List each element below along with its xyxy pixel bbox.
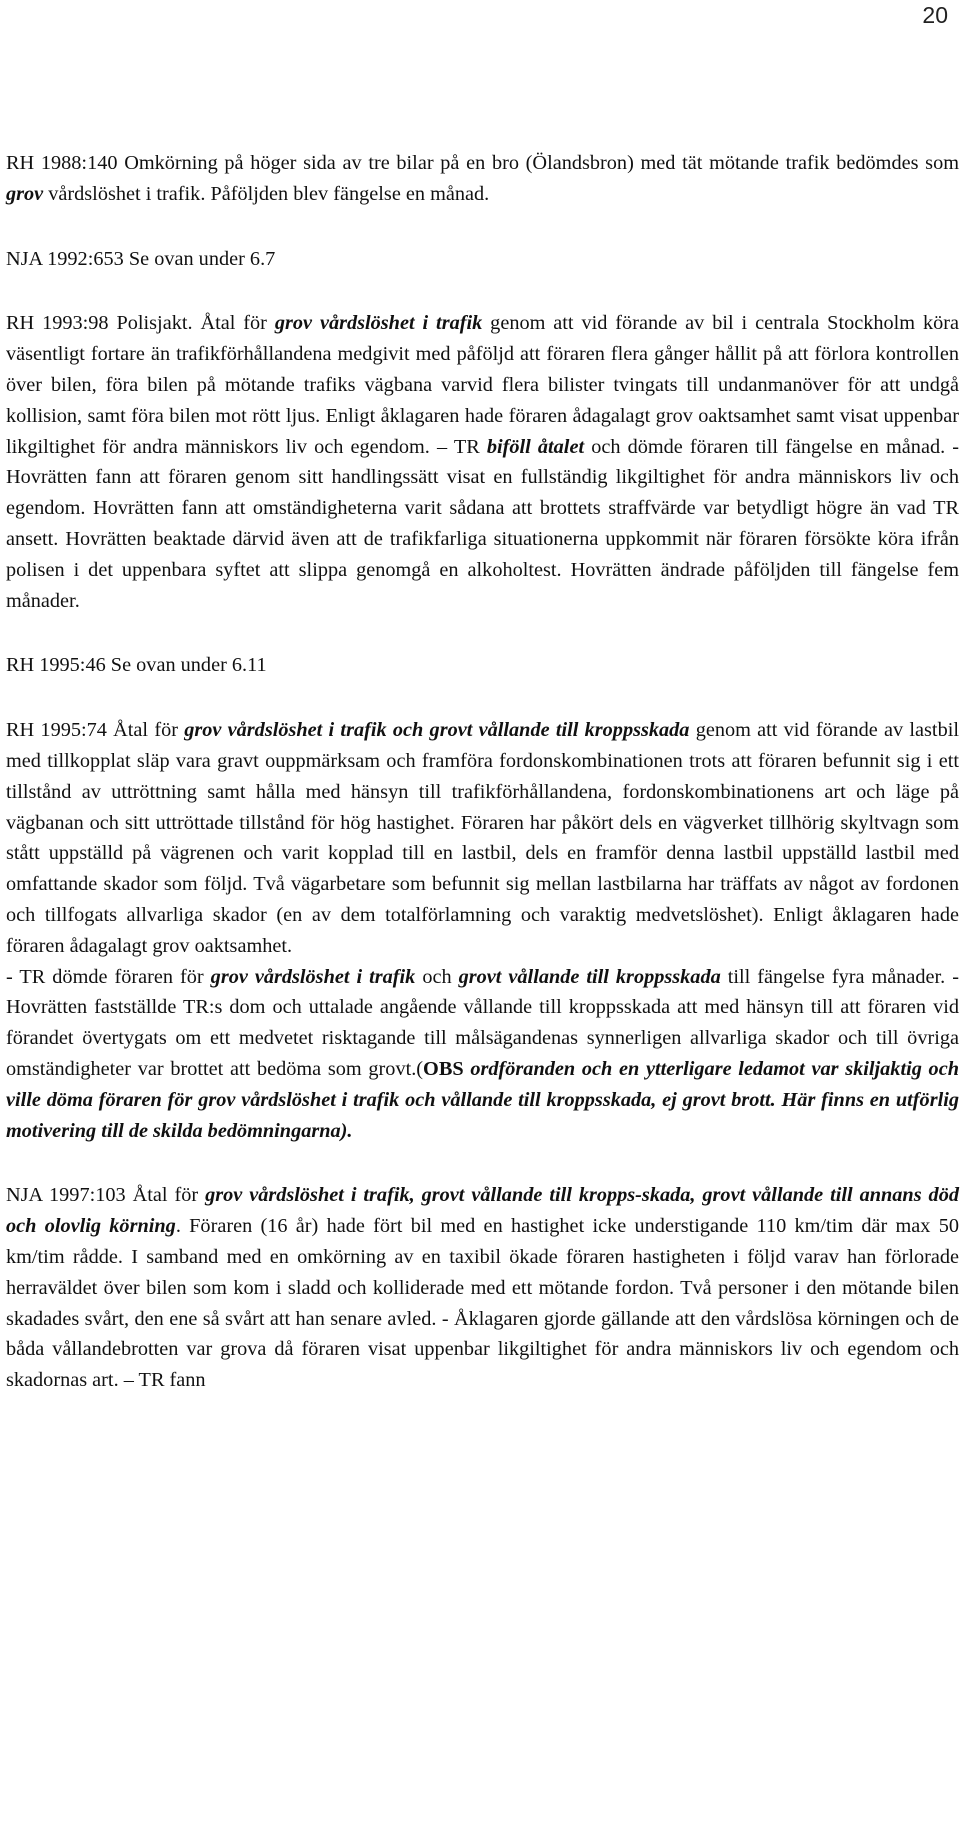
case-nja-1997-103	[6, 1180, 959, 1396]
case-rh-1988-140	[6, 148, 959, 210]
case-rh-1995-46	[6, 650, 959, 681]
case-reference: RH 1993:98 Polisjakt.	[6, 312, 193, 335]
case-text: Se ovan under 6.11	[105, 654, 267, 677]
emphasis-text: grov vårdslöshet i trafik	[274, 312, 483, 335]
case-rh-1995-74-outcome	[6, 962, 959, 1147]
case-text: Åtal för	[192, 312, 275, 335]
case-text: - TR dömde föraren för	[6, 965, 211, 988]
case-rh-1993-98	[6, 308, 959, 616]
case-text: och	[415, 965, 459, 988]
emphasis-text: grov vårdslöshet i trafik	[210, 965, 416, 988]
case-reference: RH 1995:46	[6, 654, 106, 677]
case-text: till fängelse fyra månader. - Hovrätten fastställde TR:s dom och uttalade angående vållande till kroppsskada att med hänsyn till att föraren vid förandet övertygats om ett medvetet risktagande till målsägandenas synnerligen allvarliga skador och till övriga omständigheter var brottet att bedöma som grovt.(	[6, 965, 959, 1080]
case-reference: RH 1988:140	[6, 152, 118, 174]
case-text: Se ovan under 6.7	[123, 247, 276, 270]
document-body	[6, 148, 959, 1396]
case-reference: NJA 1992:653	[6, 247, 124, 270]
case-text: Omkörning på höger sida av tre bilar på en bro (Ölandsbron) med tät mötande trafik bedömdes som	[117, 152, 959, 174]
emphasis-text: grov	[6, 182, 44, 205]
case-text: och dömde föraren till fängelse en månad. - Hovrätten fann att föraren genom sitt handlingssätt visat en fullständig likgiltighet för andra människors liv och egendom. Hovrätten fann att omständigheterna varit sådana att brottets straffvärde var betydligt högre än vad TR ansett. Hovrätten beaktade därvid även att de trafikfarliga situationerna uppkommit när föraren försökte köra ifrån polisen i det uppenbara syftet att slippa genomgå en alkoholtest. Hovrätten ändrade påföljden till fängelse fem månader.	[6, 435, 960, 612]
emphasis-text: grovt vållande till kroppsskada	[458, 965, 721, 988]
case-text: . Föraren (16 år) hade fört bil med en hastighet icke understigande 110 km/tim där max 50 km/tim rådde. I samband med en omkörning av en taxibil ökade föraren hastigheten i följd varav han förlorade herraväldet över bilen som kom i sladd och kolliderade med ett mötande fordon. Två personer i den mötande bilen skadades svårt, den ene så svårt att han senare avled. - Åklagaren gjorde gällande att den vårdslösa körningen och de båda vållandebrotten var grova då föraren visat uppenbar likgiltighet för andra människors liv och egendom och skadornas art. – TR fann	[6, 1215, 959, 1392]
emphasis-text: grov vårdslöshet i trafik, grovt vållande till kropps-skada, grovt vållande till annans död och olovlig körning	[6, 1184, 959, 1238]
case-rh-1995-74	[6, 715, 959, 961]
emphasis-text: ordföranden och en ytterligare ledamot var skiljaktig och ville döma föraren för grov vårdslöshet i trafik och vållande till kroppsskada, ej grovt brott. Här finns en utförlig motivering till de skilda bedömningarna).	[6, 1057, 959, 1142]
case-text: vårdslöshet i trafik. Påföljden blev fängelse en månad.	[43, 182, 490, 205]
case-text: Åtal för	[125, 1184, 206, 1207]
page-number: 20	[922, 2, 948, 28]
obs-label: OBS	[423, 1057, 471, 1080]
case-reference: RH 1995:74 Åtal för	[6, 719, 178, 742]
emphasis-text: grov vårdslöshet i trafik och grovt vållande till kroppsskada	[184, 719, 690, 742]
case-reference: NJA 1997:103	[6, 1184, 126, 1207]
emphasis-text: biföll åtalet	[486, 435, 585, 458]
case-text: genom att vid förande av bil i centrala Stockholm köra väsentligt fortare än trafikförhållandena medgivit med påföljd att föraren flera gånger hållit på att förlora kontrollen över bilen, föra bilen på mötande trafiks vägbana varvid flera bilister tvingats till undanmanöver för att undgå kollision, samt föra bilen mot rött ljus. Enligt åklagaren hade föraren ådagalagt grov oaktsamhet samt visat uppenbar likgiltighet för andra människors liv och egendom. – TR	[6, 312, 960, 458]
case-nja-1992-653	[6, 244, 959, 275]
case-text: genom att vid förande av lastbil med tillkopplat släp vara gravt ouppmärksam och framföra fordonskombinationen trots att föraren befunnit sig i ett tillstånd av uttröttning samt hålla med hänsyn till trafikförhållandena, fordonskombinationens art och läge på vägbanan och sitt uttröttade tillstånd för hög hastighet. Föraren har påkört dels en vägverket tillhörig skyltvagn som stått uppställd på vägrenen och varit kopplad till en lastbil, dels en framför denna lastbil uppställd lastbil med omfattande skador som följd. Två vägarbetare som befunnit sig mellan lastbilarna har träffats av något av fordonen och tillfogats allvarliga skador (en av dem totalförlamning och varaktig medvetslöshet). Enligt åklagaren hade föraren ådagalagt grov oaktsamhet.	[6, 719, 959, 957]
